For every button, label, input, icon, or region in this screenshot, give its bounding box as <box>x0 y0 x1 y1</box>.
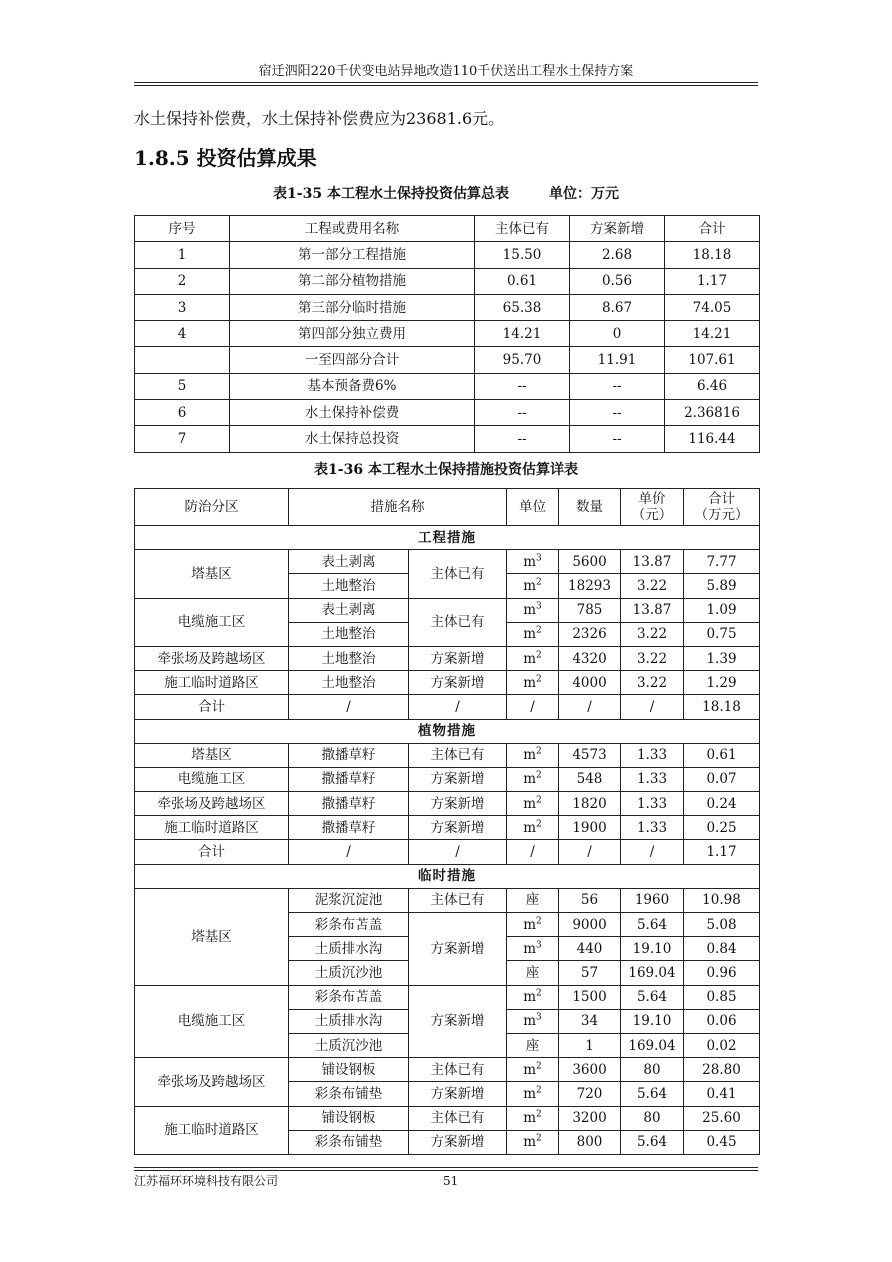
table-row <box>135 767 760 791</box>
col-header: 单位 <box>507 489 559 526</box>
source-cell: 方案新增 <box>409 671 507 695</box>
body-paragraph: 水土保持补偿费，水土保持补偿费应为23681.6元。 <box>134 109 505 128</box>
table-row <box>135 743 760 767</box>
table-cell: 2.36816 <box>665 400 760 426</box>
page-number: 51 <box>443 1174 459 1188</box>
footer-rule <box>134 1167 758 1168</box>
slash-cell: / <box>409 695 507 719</box>
table1-title: 表1-35 本工程水土保持投资估算总表 <box>273 186 509 202</box>
table-cell: 14.21 <box>475 321 570 347</box>
table-row <box>135 816 760 840</box>
zone-cell: 塔基区 <box>135 550 289 598</box>
price-cell: 19.10 <box>621 937 684 961</box>
table-row <box>135 347 760 373</box>
table-row <box>135 550 760 574</box>
unit-cell <box>507 622 559 646</box>
measure-cell: 彩条布苫盖 <box>289 913 409 937</box>
zone-cell: 施工临时道路区 <box>135 816 289 840</box>
footer-rule-double <box>134 1170 758 1171</box>
table-row <box>135 426 760 452</box>
table-cell: -- <box>475 426 570 452</box>
source-cell: 主体已有 <box>409 598 507 646</box>
table-cell: 116.44 <box>665 426 760 452</box>
table1-caption <box>134 184 758 204</box>
total-cell: 0.06 <box>684 1009 760 1033</box>
zone-cell: 施工临时道路区 <box>135 1106 289 1154</box>
unit-text: m <box>523 1110 537 1127</box>
total-cell: 1.09 <box>684 598 760 622</box>
unit-text: 座 <box>525 964 540 981</box>
qty-cell: 440 <box>559 937 621 961</box>
price-cell: 80 <box>621 1106 684 1130</box>
total-cell: 1.29 <box>684 671 760 695</box>
table-cell: 水土保持补偿费 <box>230 400 475 426</box>
measure-cell: 土地整治 <box>289 671 409 695</box>
table2-caption: 表1-36 本工程水土保持措施投资估算详表 <box>314 462 578 478</box>
table-cell: -- <box>570 400 665 426</box>
unit-exponent: 2 <box>536 674 542 685</box>
unit-cell <box>507 1106 559 1130</box>
unit-cell <box>507 743 559 767</box>
unit-exponent: 2 <box>536 795 542 806</box>
unit-cell <box>507 646 559 670</box>
zone-cell: 塔基区 <box>135 888 289 985</box>
price-cell: 1.33 <box>621 792 684 816</box>
zone-cell: 电缆施工区 <box>135 767 289 791</box>
price-cell: 3.22 <box>621 646 684 670</box>
zone-cell: 牵张场及跨越场区 <box>135 792 289 816</box>
table-cell: 107.61 <box>665 347 760 373</box>
total-cell: 25.60 <box>684 1106 760 1130</box>
table-cell: 2.68 <box>570 242 665 268</box>
table-cell: 0.61 <box>475 268 570 294</box>
unit-exponent: 2 <box>536 1061 542 1072</box>
col-header: 合计 <box>665 216 760 242</box>
table-cell: 第三部分临时措施 <box>230 294 475 320</box>
col-header-line: 单价 <box>638 491 666 507</box>
section-row <box>135 719 760 743</box>
col-header-line: （元） <box>631 507 673 523</box>
unit-text: m <box>523 1061 537 1078</box>
table-row <box>135 242 760 268</box>
table-cell: 15.50 <box>475 242 570 268</box>
unit-cell <box>507 985 559 1009</box>
total-cell: 0.24 <box>684 792 760 816</box>
table-cell: 第四部分独立费用 <box>230 321 475 347</box>
unit-text: m <box>523 602 537 619</box>
source-cell: 方案新增 <box>409 985 507 1058</box>
measure-cell: 撒播草籽 <box>289 816 409 840</box>
qty-cell: 57 <box>559 961 621 985</box>
slash-cell: / <box>559 695 621 719</box>
zone-cell: 牵张场及跨越场区 <box>135 646 289 670</box>
table-row <box>135 598 760 622</box>
qty-cell: 720 <box>559 1082 621 1106</box>
qty-cell: 5600 <box>559 550 621 574</box>
col-header: 方案新增 <box>570 216 665 242</box>
footer-company: 江苏福环环境科技有限公司 <box>134 1174 279 1188</box>
measure-cell: 土质排水沟 <box>289 1009 409 1033</box>
unit-cell <box>507 598 559 622</box>
unit-text: m <box>523 626 537 643</box>
measure-cell: 铺设钢板 <box>289 1106 409 1130</box>
measure-cell: 土地整治 <box>289 574 409 598</box>
total-cell: 7.77 <box>684 550 760 574</box>
price-cell: 80 <box>621 1058 684 1082</box>
zone-cell: 合计 <box>135 840 289 864</box>
table-cell: 18.18 <box>665 242 760 268</box>
unit-text: m <box>523 1085 537 1102</box>
unit-text: 座 <box>525 1037 540 1054</box>
measure-cell: 土质沉沙池 <box>289 961 409 985</box>
unit-exponent: 2 <box>536 1085 542 1096</box>
unit-cell <box>507 1033 559 1057</box>
qty-cell: 18293 <box>559 574 621 598</box>
unit-text: m <box>523 989 537 1006</box>
total-cell: 0.61 <box>684 743 760 767</box>
table-cell: 4 <box>135 321 230 347</box>
unit-text: m <box>523 771 537 788</box>
table-row <box>135 400 760 426</box>
qty-cell: 800 <box>559 1130 621 1154</box>
table-cell: 11.91 <box>570 347 665 373</box>
qty-cell: 4000 <box>559 671 621 695</box>
table-row <box>135 671 760 695</box>
table-cell: 74.05 <box>665 294 760 320</box>
slash-cell: / <box>507 695 559 719</box>
total-cell: 0.02 <box>684 1033 760 1057</box>
table-row <box>135 792 760 816</box>
total-cell: 0.45 <box>684 1130 760 1154</box>
slash-cell: / <box>289 695 409 719</box>
unit-exponent: 2 <box>536 650 542 661</box>
unit-text: m <box>523 940 537 957</box>
total-cell: 5.89 <box>684 574 760 598</box>
qty-cell: 548 <box>559 767 621 791</box>
unit-text: m <box>523 553 537 570</box>
total-cell: 18.18 <box>684 695 760 719</box>
total-cell: 1.17 <box>684 840 760 864</box>
sum-row <box>135 695 760 719</box>
unit-text: m <box>523 747 537 764</box>
unit-cell <box>507 1058 559 1082</box>
col-header: 序号 <box>135 216 230 242</box>
unit-exponent: 2 <box>536 625 542 636</box>
unit-exponent: 2 <box>536 988 542 999</box>
table-row <box>135 1058 760 1082</box>
measure-cell: 表土剥离 <box>289 550 409 574</box>
table-row <box>135 985 760 1009</box>
unit-cell <box>507 961 559 985</box>
total-cell: 10.98 <box>684 888 760 912</box>
total-cell: 1.39 <box>684 646 760 670</box>
table-row <box>135 646 760 670</box>
price-cell: 169.04 <box>621 1033 684 1057</box>
unit-text: m <box>523 916 537 933</box>
section-title: 工程措施 <box>135 526 760 550</box>
section-row <box>135 526 760 550</box>
measure-cell: 铺设钢板 <box>289 1058 409 1082</box>
col-header-line: 合计 <box>708 491 735 507</box>
measure-cell: 撒播草籽 <box>289 743 409 767</box>
source-cell: 方案新增 <box>409 1130 507 1154</box>
table-row <box>135 321 760 347</box>
sum-row <box>135 840 760 864</box>
table-cell: 基本预备费6% <box>230 373 475 399</box>
total-cell: 0.25 <box>684 816 760 840</box>
qty-cell: 785 <box>559 598 621 622</box>
total-cell: 0.07 <box>684 767 760 791</box>
qty-cell: 1 <box>559 1033 621 1057</box>
section-row <box>135 864 760 888</box>
table1-body <box>135 242 760 452</box>
source-cell: 方案新增 <box>409 767 507 791</box>
unit-text: m <box>523 1134 537 1151</box>
col-header-line: （万元） <box>694 507 749 523</box>
source-cell: 方案新增 <box>409 1082 507 1106</box>
table-row <box>135 888 760 912</box>
unit-cell <box>507 671 559 695</box>
unit-exponent: 2 <box>536 916 542 927</box>
unit-exponent: 3 <box>536 940 542 951</box>
table-cell: -- <box>570 426 665 452</box>
col-header: 防治分区 <box>135 489 289 526</box>
price-cell: 19.10 <box>621 1009 684 1033</box>
slash-cell: / <box>409 840 507 864</box>
qty-cell: 4573 <box>559 743 621 767</box>
source-cell: 主体已有 <box>409 1106 507 1130</box>
unit-text: m <box>523 795 537 812</box>
total-cell: 28.80 <box>684 1058 760 1082</box>
qty-cell: 9000 <box>559 913 621 937</box>
table-cell: 6.46 <box>665 373 760 399</box>
price-cell: 5.64 <box>621 913 684 937</box>
slash-cell: / <box>559 840 621 864</box>
zone-cell: 电缆施工区 <box>135 598 289 646</box>
measure-cell: 土质沉沙池 <box>289 1033 409 1057</box>
table-cell: 0 <box>570 321 665 347</box>
source-cell: 方案新增 <box>409 913 507 986</box>
table-cell: 1 <box>135 242 230 268</box>
header-rule-double <box>134 85 758 86</box>
header-rule <box>134 82 758 83</box>
measure-cell: 彩条布铺垫 <box>289 1130 409 1154</box>
qty-cell: 1820 <box>559 792 621 816</box>
unit-text: m <box>523 1013 537 1030</box>
price-cell: 1.33 <box>621 816 684 840</box>
col-header: 措施名称 <box>289 489 507 526</box>
measure-cell: 泥浆沉淀池 <box>289 888 409 912</box>
table-cell: 0.56 <box>570 268 665 294</box>
table2-body <box>135 489 760 1155</box>
table-cell: 5 <box>135 373 230 399</box>
slash-cell: / <box>621 695 684 719</box>
unit-text: m <box>523 674 537 691</box>
total-cell: 0.84 <box>684 937 760 961</box>
source-cell: 主体已有 <box>409 550 507 598</box>
zone-cell: 电缆施工区 <box>135 985 289 1058</box>
col-header: 工程或费用名称 <box>230 216 475 242</box>
table-cell: 65.38 <box>475 294 570 320</box>
table1-header-row <box>135 216 760 242</box>
price-cell: 3.22 <box>621 622 684 646</box>
unit-exponent: 2 <box>536 577 542 588</box>
table-cell: -- <box>570 373 665 399</box>
unit-exponent: 2 <box>536 746 542 757</box>
unit-text: 座 <box>525 892 540 909</box>
unit-cell <box>507 767 559 791</box>
section-title: 临时措施 <box>135 864 760 888</box>
total-cell: 0.75 <box>684 622 760 646</box>
unit-text: m <box>523 577 537 594</box>
measure-cell: 土质排水沟 <box>289 937 409 961</box>
qty-cell: 1500 <box>559 985 621 1009</box>
measure-cell: 彩条布铺垫 <box>289 1082 409 1106</box>
qty-cell: 34 <box>559 1009 621 1033</box>
source-cell: 主体已有 <box>409 1058 507 1082</box>
total-cell: 0.41 <box>684 1082 760 1106</box>
unit-exponent: 3 <box>536 553 542 564</box>
table1-unit: 单位：万元 <box>548 186 619 202</box>
unit-cell <box>507 574 559 598</box>
price-cell: 1.33 <box>621 743 684 767</box>
qty-cell: 56 <box>559 888 621 912</box>
price-cell: 13.87 <box>621 598 684 622</box>
table-cell: 2 <box>135 268 230 294</box>
table2-header-row <box>135 489 760 526</box>
measure-cell: 土地整治 <box>289 622 409 646</box>
table-row <box>135 268 760 294</box>
table-cell: -- <box>475 400 570 426</box>
unit-cell <box>507 792 559 816</box>
table-cell: 95.70 <box>475 347 570 373</box>
measure-cell: 撒播草籽 <box>289 767 409 791</box>
slash-cell: / <box>621 840 684 864</box>
source-cell: 方案新增 <box>409 646 507 670</box>
zone-cell: 塔基区 <box>135 743 289 767</box>
table-cell: 第二部分植物措施 <box>230 268 475 294</box>
price-cell: 13.87 <box>621 550 684 574</box>
unit-cell <box>507 913 559 937</box>
unit-exponent: 2 <box>536 819 542 830</box>
price-cell: 3.22 <box>621 671 684 695</box>
table-cell: 3 <box>135 294 230 320</box>
table-cell: 水土保持总投资 <box>230 426 475 452</box>
unit-cell <box>507 816 559 840</box>
unit-cell <box>507 1130 559 1154</box>
unit-text: m <box>523 650 537 667</box>
total-cell: 0.85 <box>684 985 760 1009</box>
price-cell: 3.22 <box>621 574 684 598</box>
price-cell: 1960 <box>621 888 684 912</box>
unit-cell <box>507 1082 559 1106</box>
source-cell: 主体已有 <box>409 743 507 767</box>
table-cell: 第一部分工程措施 <box>230 242 475 268</box>
table-cell: 14.21 <box>665 321 760 347</box>
unit-cell <box>507 937 559 961</box>
table-row <box>135 373 760 399</box>
page-header: 宿迁泗阳220千伏变电站异地改造110千伏送出工程水土保持方案 <box>258 64 634 79</box>
measure-detail-table <box>134 488 760 1155</box>
measure-cell: 表土剥离 <box>289 598 409 622</box>
table-row <box>135 294 760 320</box>
total-cell: 5.08 <box>684 913 760 937</box>
unit-cell <box>507 888 559 912</box>
qty-cell: 2326 <box>559 622 621 646</box>
col-header <box>621 489 684 526</box>
unit-exponent: 3 <box>536 601 542 612</box>
unit-exponent: 2 <box>536 1109 542 1120</box>
table-cell: 1.17 <box>665 268 760 294</box>
source-cell: 方案新增 <box>409 792 507 816</box>
slash-cell: / <box>507 840 559 864</box>
qty-cell: 3200 <box>559 1106 621 1130</box>
measure-cell: 彩条布苫盖 <box>289 985 409 1009</box>
qty-cell: 3600 <box>559 1058 621 1082</box>
unit-cell <box>507 1009 559 1033</box>
investment-summary-table <box>134 215 760 453</box>
qty-cell: 4320 <box>559 646 621 670</box>
zone-cell: 合计 <box>135 695 289 719</box>
table-cell: -- <box>475 373 570 399</box>
zone-cell: 牵张场及跨越场区 <box>135 1058 289 1106</box>
col-header: 数量 <box>559 489 621 526</box>
table-cell: 6 <box>135 400 230 426</box>
col-header <box>684 489 760 526</box>
table-cell: 一至四部分合计 <box>230 347 475 373</box>
qty-cell: 1900 <box>559 816 621 840</box>
price-cell: 5.64 <box>621 1130 684 1154</box>
slash-cell: / <box>289 840 409 864</box>
price-cell: 5.64 <box>621 1082 684 1106</box>
zone-cell: 施工临时道路区 <box>135 671 289 695</box>
measure-cell: 土地整治 <box>289 646 409 670</box>
source-cell: 主体已有 <box>409 888 507 912</box>
table-row <box>135 1106 760 1130</box>
table-cell <box>135 347 230 373</box>
price-cell: 1.33 <box>621 767 684 791</box>
unit-exponent: 3 <box>536 1012 542 1023</box>
section-heading: 1.8.5 投资估算成果 <box>134 146 317 170</box>
unit-exponent: 2 <box>536 770 542 781</box>
unit-exponent: 2 <box>536 1133 542 1144</box>
price-cell: 169.04 <box>621 961 684 985</box>
total-cell: 0.96 <box>684 961 760 985</box>
table-cell: 7 <box>135 426 230 452</box>
section-title: 植物措施 <box>135 719 760 743</box>
source-cell: 方案新增 <box>409 816 507 840</box>
unit-cell <box>507 550 559 574</box>
measure-cell: 撒播草籽 <box>289 792 409 816</box>
col-header: 主体已有 <box>475 216 570 242</box>
unit-text: m <box>523 819 537 836</box>
price-cell: 5.64 <box>621 985 684 1009</box>
table-cell: 8.67 <box>570 294 665 320</box>
